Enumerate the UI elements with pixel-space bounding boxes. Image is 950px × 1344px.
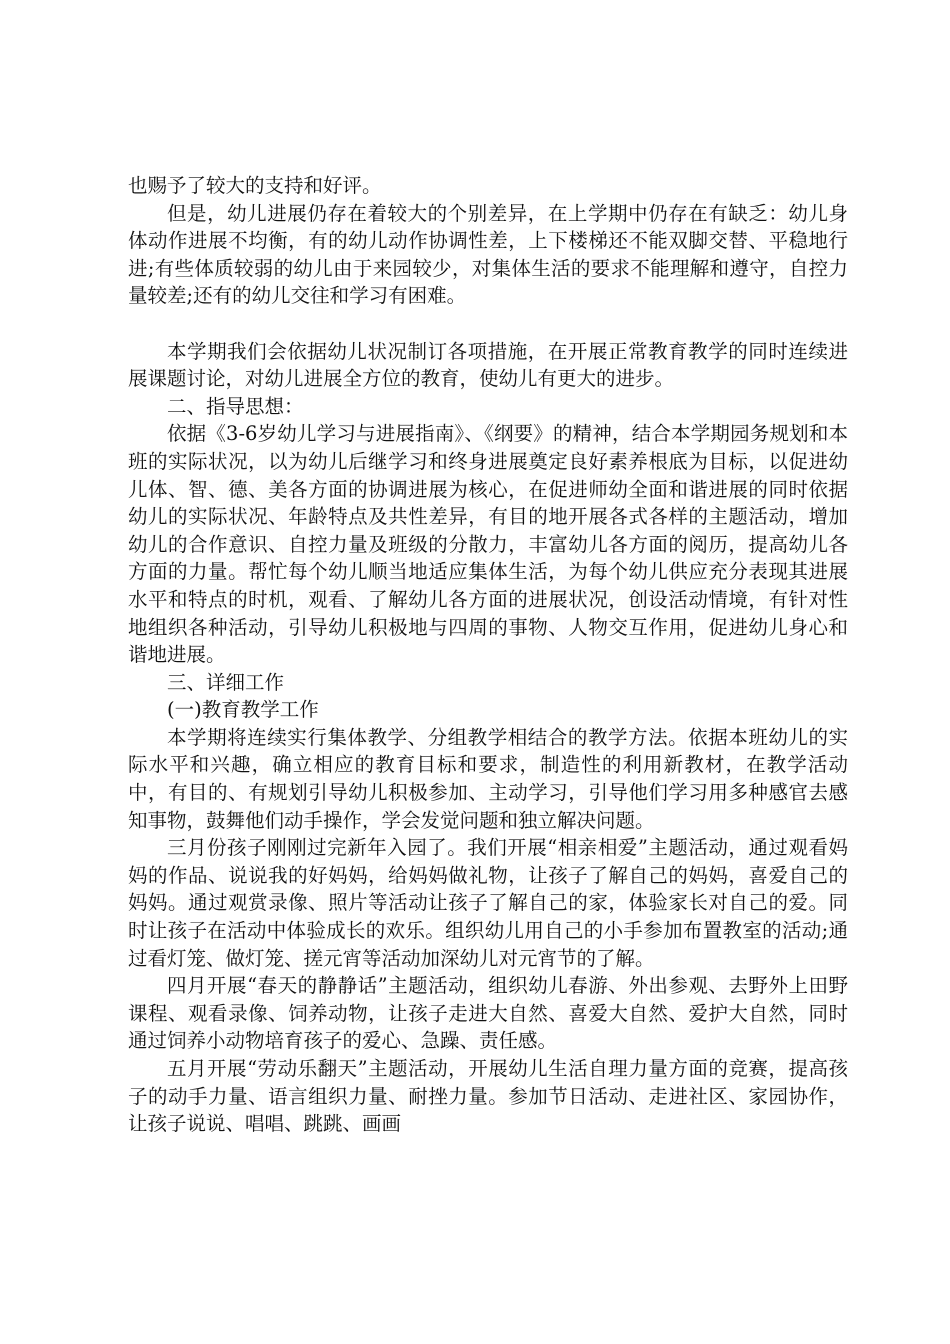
paragraph-april: 四月开展“春天的静静话”主题活动，组织幼儿春游、外出参观、去野外上田野课程、观看录像、饲养动物，让孩子走进大自然、喜爱大自然、爱护大自然，同时通过饲养小动物培育孩子的爱心、急躁、责任感。 — [128, 974, 848, 1053]
heading-teaching-work: (一)教育教学工作 — [167, 698, 319, 722]
heading-guiding-thought: 二、指导思想： — [167, 394, 304, 418]
paragraph-march: 三月份孩子刚刚过完新年入园了。我们开展“相亲相爱”主题活动，通过观看妈妈的作品、说说我的好妈妈，给妈妈做礼物，让孩子了解自己的妈妈，喜爱自己的妈妈。通过观赏录像、照片等活动让孩子了解自己的家，体验家长对自己的爱。同时让孩子在活动中体验成长的欢乐。组织幼儿用自己的小手参加布置教室的活动;通过看灯笼、做灯笼、搓元宵等活动加深幼儿对元宵节的了解。 — [128, 836, 848, 970]
paragraph-may: 五月开展“劳动乐翻天”主题活动，开展幼儿生活自理力量方面的竞赛，提高孩子的动手力量、语言组织力量、耐挫力量。参加节日活动、走进社区、家园协作，让孩子说说、唱唱、跳跳、画画 — [128, 1057, 848, 1136]
paragraph-semester-plan: 本学期我们会依据幼儿状况制订各项措施，在开展正常教育教学的同时连续进展课题讨论，对幼儿进展全方位的教育，使幼儿有更大的进步。 — [128, 339, 848, 391]
paragraph-teaching-method: 本学期将连续实行集体教学、分组教学相结合的教学方法。依据本班幼儿的实际水平和兴趣，确立相应的教育目标和要求，制造性的利用新教材，在教学活动中，有目的、有规划引导幼儿积极参加、主动学习，引导他们学习用多种感官去感知事物，鼓舞他们动手操作，学会发觉问题和独立解决问题。 — [128, 725, 848, 832]
document-page — [128, 172, 848, 1138]
blank-line — [128, 310, 848, 338]
paragraph-continuation: 也赐予了较大的支持和好评。 — [128, 174, 382, 197]
paragraph-differences: 但是，幼儿进展仍存在着较大的个别差异，在上学期中仍存在有缺乏：幼儿身体动作进展不均衡，有的幼儿动作协调性差，上下楼梯还不能双脚交替、平稳地行进;有些体质较弱的幼儿由于来园较少，对集体生活的要求不能理解和遵守，自控力量较差;还有的幼儿交往和学习有困难。 — [128, 201, 848, 308]
heading-detailed-work: 三、详细工作 — [167, 670, 285, 694]
paragraph-guiding-thought: 依据《3-6岁幼儿学习与进展指南》、《纲要》的精神，结合本学期园务规划和本班的实际状况，以为幼儿后继学习和终身进展奠定良好素养根底为目标，以促进幼儿体、智、德、美各方面的协调进展为核心，在促进师幼全面和谐进展的同时依据幼儿的实际状况、年龄特点及共性差异，有目的地开展各式各样的主题活动，增加幼儿的合作意识、自控力量及班级的分散力，丰富幼儿各方面的阅历，提高幼儿各方面的力量。帮忙每个幼儿顺当地适应集体生活，为每个幼儿供应充分表现其进展水平和特点的时机，观看、了解幼儿各方面的进展状况，创设活动情境，有针对性地组织各种活动，引导幼儿积极地与四周的事物、人物交互作用，促进幼儿身心和谐地进展。 — [128, 422, 848, 667]
